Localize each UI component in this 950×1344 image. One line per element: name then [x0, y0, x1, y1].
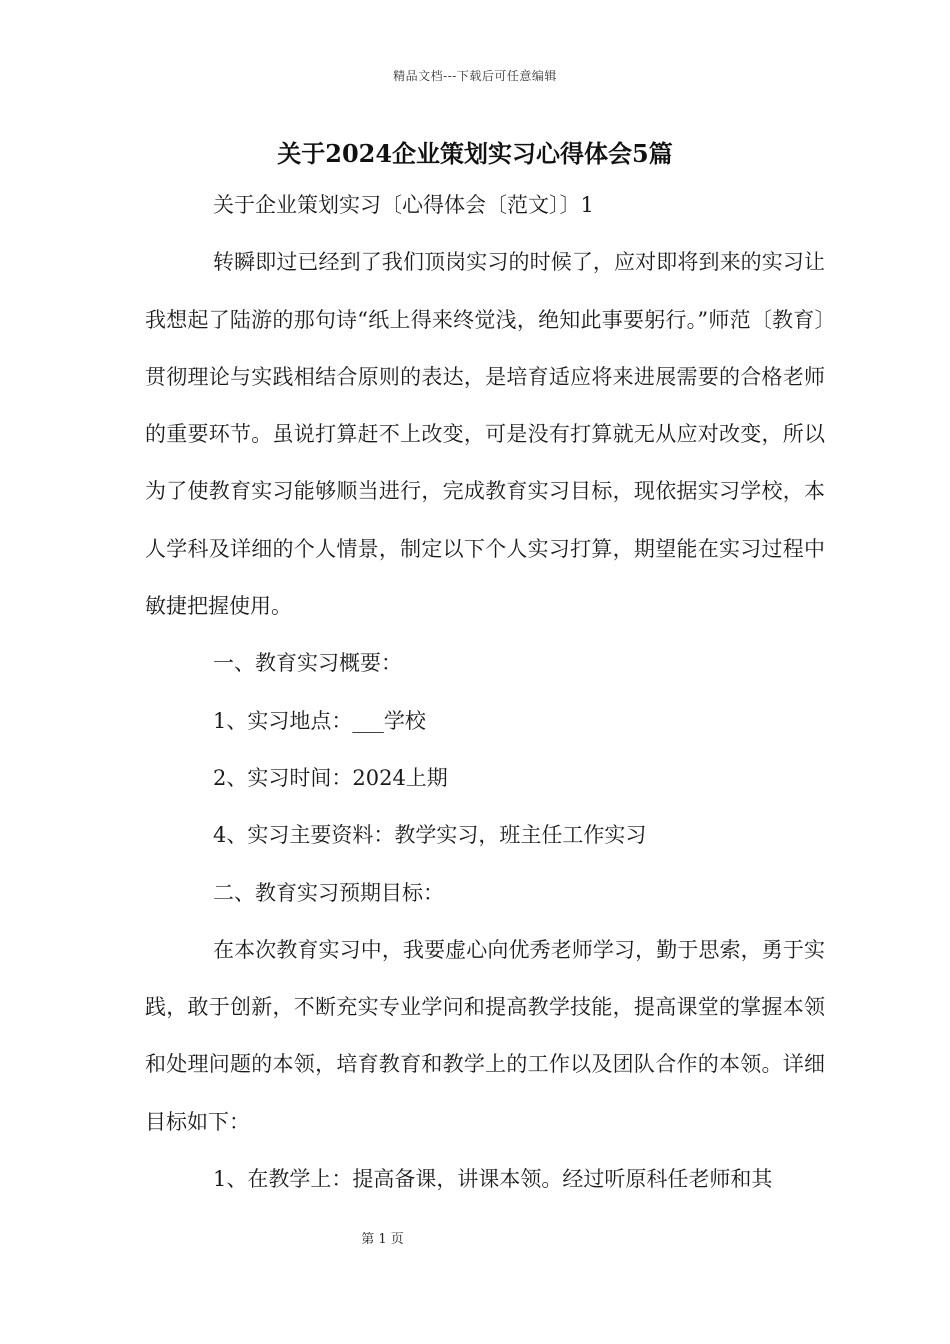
page-number: 第 1 页: [361, 1232, 404, 1247]
list-item-location: 1、实习地点：___学校: [213, 708, 426, 733]
section-heading-goals: 二、教育实习预期目标：: [213, 880, 444, 905]
list-item-time: 2、实习时间：2024上期: [213, 765, 448, 790]
section-heading-overview: 一、教育实习概要：: [213, 651, 402, 676]
paragraph-intro: 转瞬即过已经到了我们顶岗实习的时候了，应对即将到来的实习让我想起了陆游的那句诗“纸上得来终觉浅，绝知此事要躬行。”师范〔教育〕贯彻理论与实践相结合原则的表达，是培育适应将来进展需要的合格老师的重要环节。虽说打算赶不上改变，可是没有打算就无从应对改变，所以为了使教育实习能够顺当进行，完成教育实习目标，现依据实习学校，本人学科及详细的个人情景，制定以下个人实习打算，期望能在实习过程中敏捷把握使用。: [145, 250, 825, 619]
document-header-note: 精品文档---下载后可任意编辑: [393, 69, 557, 83]
document-body: [145, 177, 825, 1208]
paragraph-subtitle: 关于企业策划实习〔心得体会〔范文〕〕1: [213, 193, 594, 217]
list-item-content: 4、实习主要资料：教学实习，班主任工作实习: [213, 823, 647, 848]
document-title: 关于2024企业策划实习心得体会5篇: [277, 139, 673, 168]
paragraph-goals: 在本次教育实习中，我要虚心向优秀老师学习，勤于思索，勇于实践，敢于创新，不断充实专业学问和提高教学技能，提高课堂的掌握本领和处理问题的本领，培育教育和教学上的工作以及团队合作的本领。详细目标如下：: [145, 937, 825, 1134]
list-item-teaching: 1、在教学上：提高备课，讲课本领。经过听原科任老师和其: [213, 1167, 773, 1192]
